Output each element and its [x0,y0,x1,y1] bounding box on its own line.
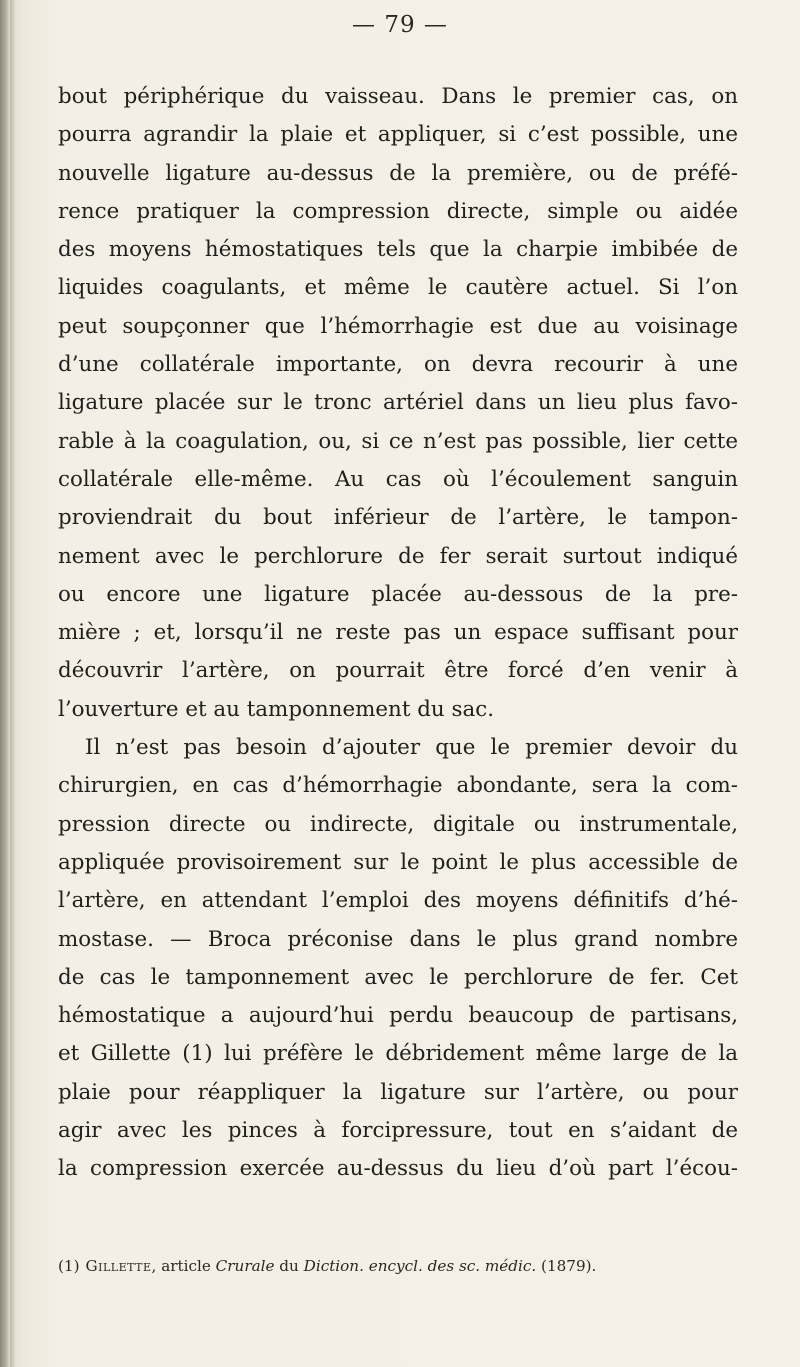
page-number: — 79 — [352,12,448,38]
text-line: découvrir l’artère, on pourrait être forcé d’en venir à [58,658,738,684]
text-line: ligature placée sur le tronc artériel dans un lieu plus favo- [58,390,738,416]
text-line: de cas le tamponnement avec le perchlorure de fer. Cet [58,964,738,990]
text-line: mostase. — Broca préconise dans le plus grand nombre [58,926,738,952]
footnote [58,1257,738,1275]
text-line: hémostatique a aujourd’hui perdu beaucoup de partisans, [58,1003,738,1029]
text-line: chirurgien, en cas d’hémorrhagie abondante, sera la com- [58,773,738,799]
text-line: l’artère, en attendant l’emploi des moyens définitifs d’hé- [58,888,738,914]
footnote-ref: (1) [58,1257,80,1275]
body-text [58,78,738,1189]
text-line: rence pratiquer la compression directe, simple ou aidée [58,198,738,224]
footnote-author: Gillette [85,1257,152,1275]
text-line: l’ouverture et au tamponnement du sac. [58,696,495,722]
text-line: ou encore une ligature placée au-dessous de la pre- [58,581,738,607]
text-line: rable à la coagulation, ou, si ce n’est pas possible, lier cette [58,428,738,454]
footnote-text: (1879). [536,1257,597,1275]
text-line: nement avec le perchlorure de fer serait surtout indiqué [58,543,738,569]
text-line: des moyens hémostatiques tels que la charpie imbibée de [58,237,738,263]
text-line: pourra agrandir la plaie et appliquer, si c’est possible, une [58,122,738,148]
text-line: peut soupçonner que l’hémorrhagie est due au voisinage [58,313,738,339]
text-line: nouvelle ligature au-dessus de la première, ou de préfé- [58,160,738,186]
text-line: mière ; et, lorsqu’il ne reste pas un espace suffisant pour [58,620,738,646]
footnote-title: Diction. encycl. des sc. médic. [303,1257,537,1275]
footnote-text: , article [151,1257,216,1275]
text-line: liquides coagulants, et même le cautère actuel. Si l’on [58,275,738,301]
text-line: la compression exercée au-dessus du lieu d’où part l’écou- [58,1156,738,1182]
binding-shadow-inner [10,0,16,1367]
text-line: agir avec les pinces à forcipressure, tout en s’aidant de [58,1118,738,1144]
footnote-text: du [274,1257,304,1275]
text-line: Il n’est pas besoin d’ajouter que le premier devoir du [85,735,738,761]
text-line: et Gillette (1) lui préfère le débridement même large de la [58,1041,738,1067]
text-line: collatérale elle-même. Au cas où l’écoulement sanguin [58,466,738,492]
text-line: d’une collatérale importante, on devra recourir à une [58,352,738,378]
footnote-title: Crurale [215,1257,275,1275]
text-line: appliquée provisoirement sur le point le plus accessible de [58,849,738,875]
text-line: bout périphérique du vaisseau. Dans le premier cas, on [58,84,738,109]
binding-shadow [0,0,10,1367]
text-line: proviendrait du bout inférieur de l’artère, le tampon- [58,505,738,531]
text-line: pression directe ou indirecte, digitale ou instrumentale, [58,811,738,837]
text-line: plaie pour réappliquer la ligature sur l’artère, ou pour [58,1079,738,1105]
